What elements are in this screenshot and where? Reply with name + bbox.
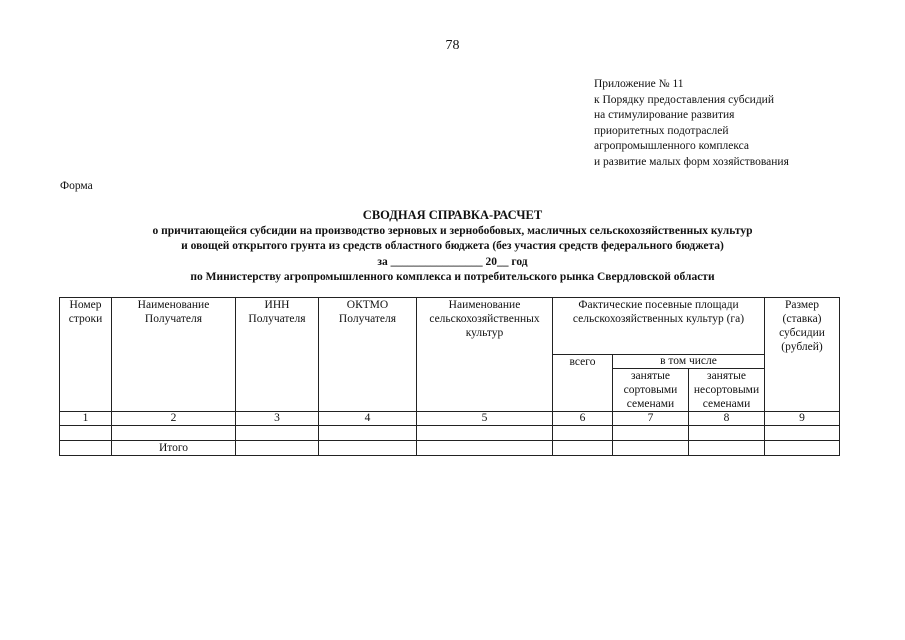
table-cell (236, 441, 319, 456)
total-label: Итого (112, 441, 236, 456)
header-crop-name: Наименование сельскохозяйственных культур (417, 298, 553, 412)
header-row-number: Номер строки (60, 298, 112, 412)
table-cell (319, 441, 417, 456)
header-varietal-seeds: занятые сортовыми семенами (613, 369, 689, 412)
table-cell (417, 441, 553, 456)
column-number: 2 (112, 412, 236, 426)
column-number: 9 (765, 412, 840, 426)
table-cell (613, 426, 689, 441)
column-number: 6 (553, 412, 613, 426)
total-row (60, 441, 840, 456)
header-sown-area: Фактические посевные площади сельскохозяйственных культур (га) (553, 298, 765, 355)
table-cell (765, 441, 840, 456)
table-cell (112, 426, 236, 441)
table-cell (613, 441, 689, 456)
table-cell (60, 441, 112, 456)
table-cell (765, 426, 840, 441)
title-line: по Министерству агропромышленного комплекса и потребительского рынка Свердловской области (190, 271, 715, 283)
table-cell (689, 426, 765, 441)
header-non-varietal-seeds: занятые несортовыми семенами (689, 369, 765, 412)
calculation-table (59, 297, 840, 456)
table-cell (236, 426, 319, 441)
table-cell (417, 426, 553, 441)
column-number: 3 (236, 412, 319, 426)
table-cell (60, 426, 112, 441)
header-inn: ИНН Получателя (236, 298, 319, 412)
title-main: СВОДНАЯ СПРАВКА-РАСЧЕТ (362, 208, 543, 222)
header-subsidy-rate: Размер (ставка) субсидии (рублей) (765, 298, 840, 412)
table-cell (689, 441, 765, 456)
column-number: 5 (417, 412, 553, 426)
column-number-row (60, 412, 840, 426)
page-number: 78 (445, 38, 460, 53)
column-number: 4 (319, 412, 417, 426)
header-including: в том числе (613, 355, 765, 369)
title-period-line: за ________________ 20__ год (377, 255, 528, 268)
appendix-line: и развитие малых форм хозяйствования (594, 155, 789, 168)
appendix-line: на стимулирование развития (594, 109, 735, 121)
form-label: Форма (60, 180, 93, 192)
table-cell (553, 441, 613, 456)
title-line: и овощей открытого грунта из средств областного бюджета (без участия средств федерального бюджета) (181, 240, 724, 252)
appendix-line: агропромышленного комплекса (594, 140, 750, 152)
document-title (0, 208, 905, 286)
appendix-line: Приложение № 11 (594, 78, 684, 90)
header-oktmo: ОКТМО Получателя (319, 298, 417, 412)
column-number: 1 (60, 412, 112, 426)
table-cell (553, 426, 613, 441)
title-line: о причитающейся субсидии на производство зерновых и зернобобовых, масличных сельскохозяйственных культур (152, 224, 753, 237)
appendix-note (594, 77, 789, 170)
table-cell (319, 426, 417, 441)
column-number: 7 (613, 412, 689, 426)
table-row (60, 426, 840, 441)
column-number: 8 (689, 412, 765, 426)
header-total: всего (553, 355, 613, 412)
appendix-line: приоритетных подотраслей (594, 124, 729, 137)
appendix-line: к Порядку предоставления субсидий (594, 93, 774, 106)
header-recipient-name: Наименование Получателя (112, 298, 236, 412)
table-header-row (60, 298, 840, 355)
